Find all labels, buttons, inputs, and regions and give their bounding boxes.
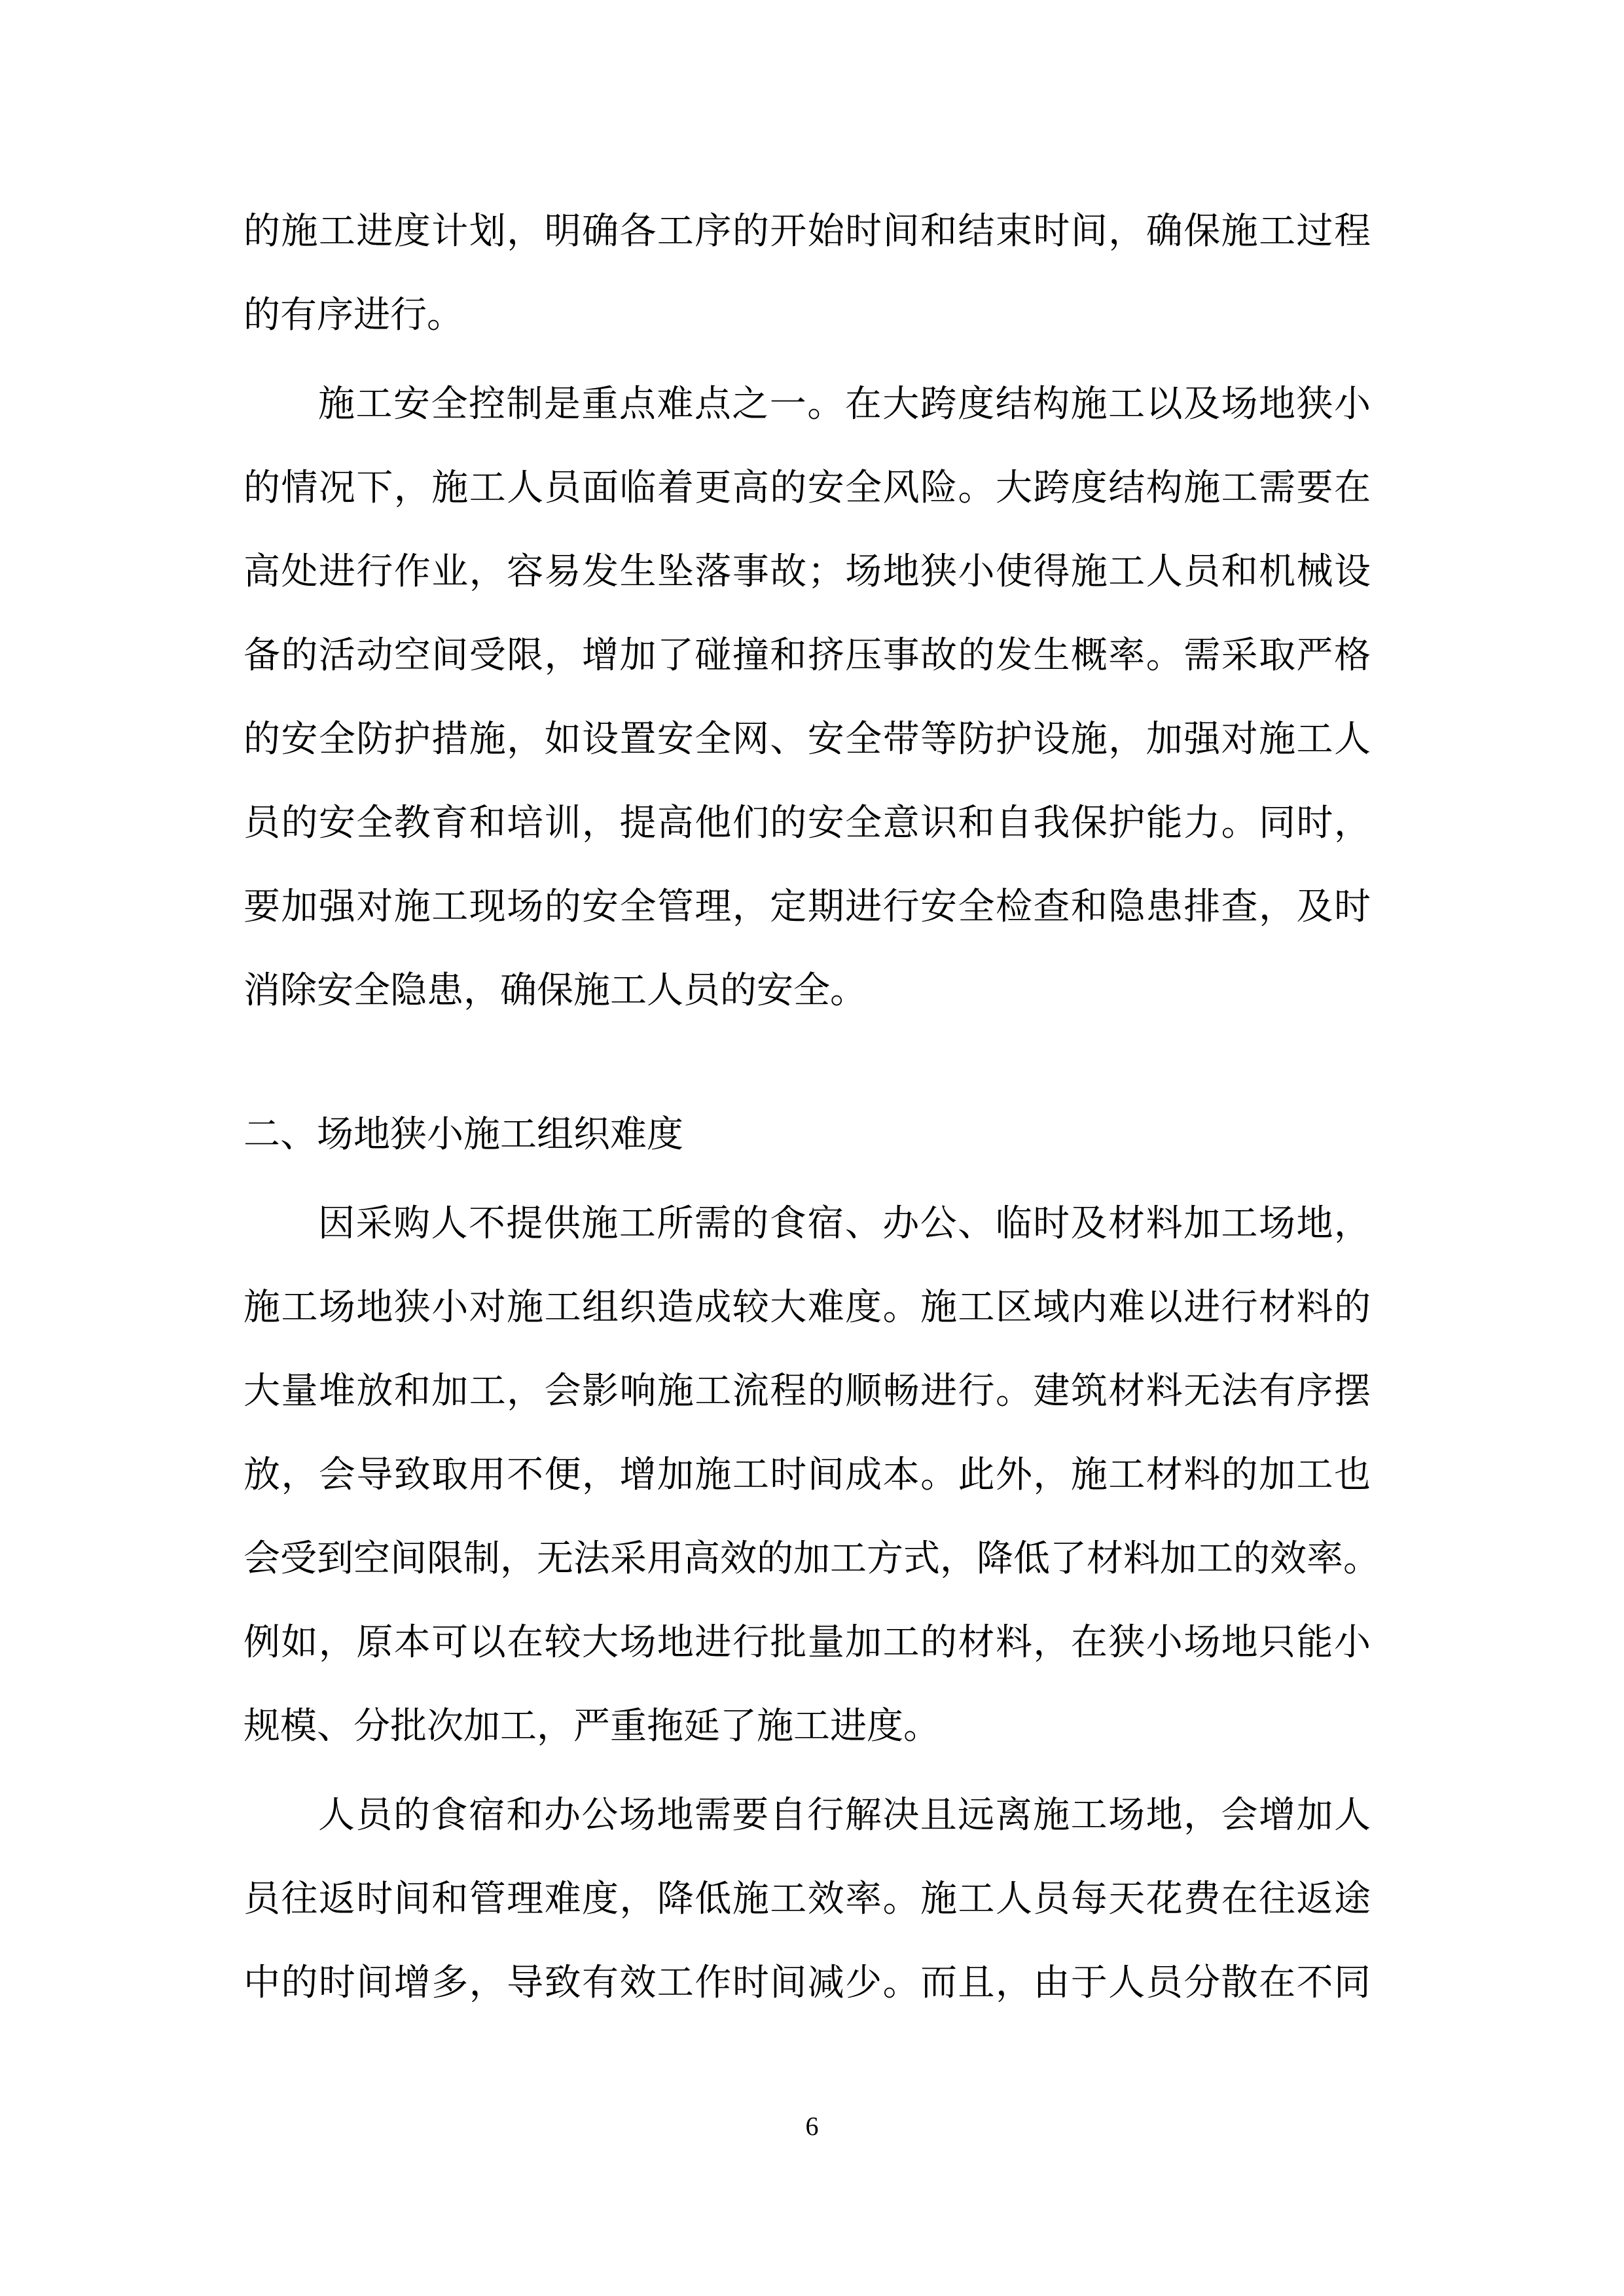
- text-line: 要加强对施工现场的安全管理，定期进行安全检查和隐患排查，及时: [244, 886, 1371, 928]
- text-line: 放，会导致取用不便，增加施工时间成本。此外，施工材料的加工也: [244, 1454, 1371, 1496]
- section-heading: [244, 1093, 1371, 1177]
- text-line: 员往返时间和管理难度，降低施工效率。施工人员每天花费在往返途: [244, 1878, 1371, 1920]
- document-body: [244, 190, 1380, 2030]
- text-line: 高处进行作业，容易发生坠落事故；场地狭小使得施工人员和机械设: [244, 550, 1371, 593]
- text-line: 消除安全隐患，确保施工人员的安全。: [244, 969, 867, 1012]
- text-line: 人员的食宿和办公场地需要自行解决且远离施工场地，会增加人: [318, 1794, 1371, 1837]
- text-line: 的有序进行。: [244, 294, 463, 336]
- text-line: 中的时间增多，导致有效工作时间减少。而且，由于人员分散在不同: [244, 1962, 1371, 2004]
- text-line: 的情况下，施工人员面临着更高的安全风险。大跨度结构施工需要在: [244, 467, 1371, 509]
- text-line: 规模、分批次加工，严重拖延了施工进度。: [244, 1705, 940, 1748]
- text-line: 大量堆放和加工，会影响施工流程的顺畅进行。建筑材料无法有序摆: [244, 1370, 1371, 1412]
- paragraph: [244, 363, 1371, 1033]
- text-line: 例如，原本可以在较大场地进行批量加工的材料，在狭小场地只能小: [244, 1621, 1371, 1664]
- text-line: 的安全防护措施，如设置安全网、安全带等防护设施，加强对施工人: [244, 718, 1371, 761]
- text-line: 二、场地狭小施工组织难度: [244, 1113, 683, 1156]
- text-line: 施工安全控制是重点难点之一。在大跨度结构施工以及场地狭小: [318, 383, 1371, 425]
- page-number: 6: [805, 2111, 819, 2141]
- paragraph: [244, 1182, 1380, 1768]
- text-line: 施工场地狭小对施工组织造成较大难度。施工区域内难以进行材料的: [244, 1286, 1371, 1329]
- paragraph: [244, 190, 1371, 357]
- text-line: 因采购人不提供施工所需的食宿、办公、临时及材料加工场地，: [318, 1202, 1371, 1245]
- text-line: 会受到空间限制，无法采用高效的加工方式，降低了材料加工的效率。: [244, 1537, 1380, 1580]
- paragraph: [244, 1774, 1371, 2025]
- text-line: 员的安全教育和培训，提高他们的安全意识和自我保护能力。同时，: [244, 802, 1371, 844]
- text-line: 的施工进度计划，明确各工序的开始时间和结束时间，确保施工过程: [244, 210, 1371, 253]
- text-line: 备的活动空间受限，增加了碰撞和挤压事故的发生概率。需采取严格: [244, 634, 1371, 677]
